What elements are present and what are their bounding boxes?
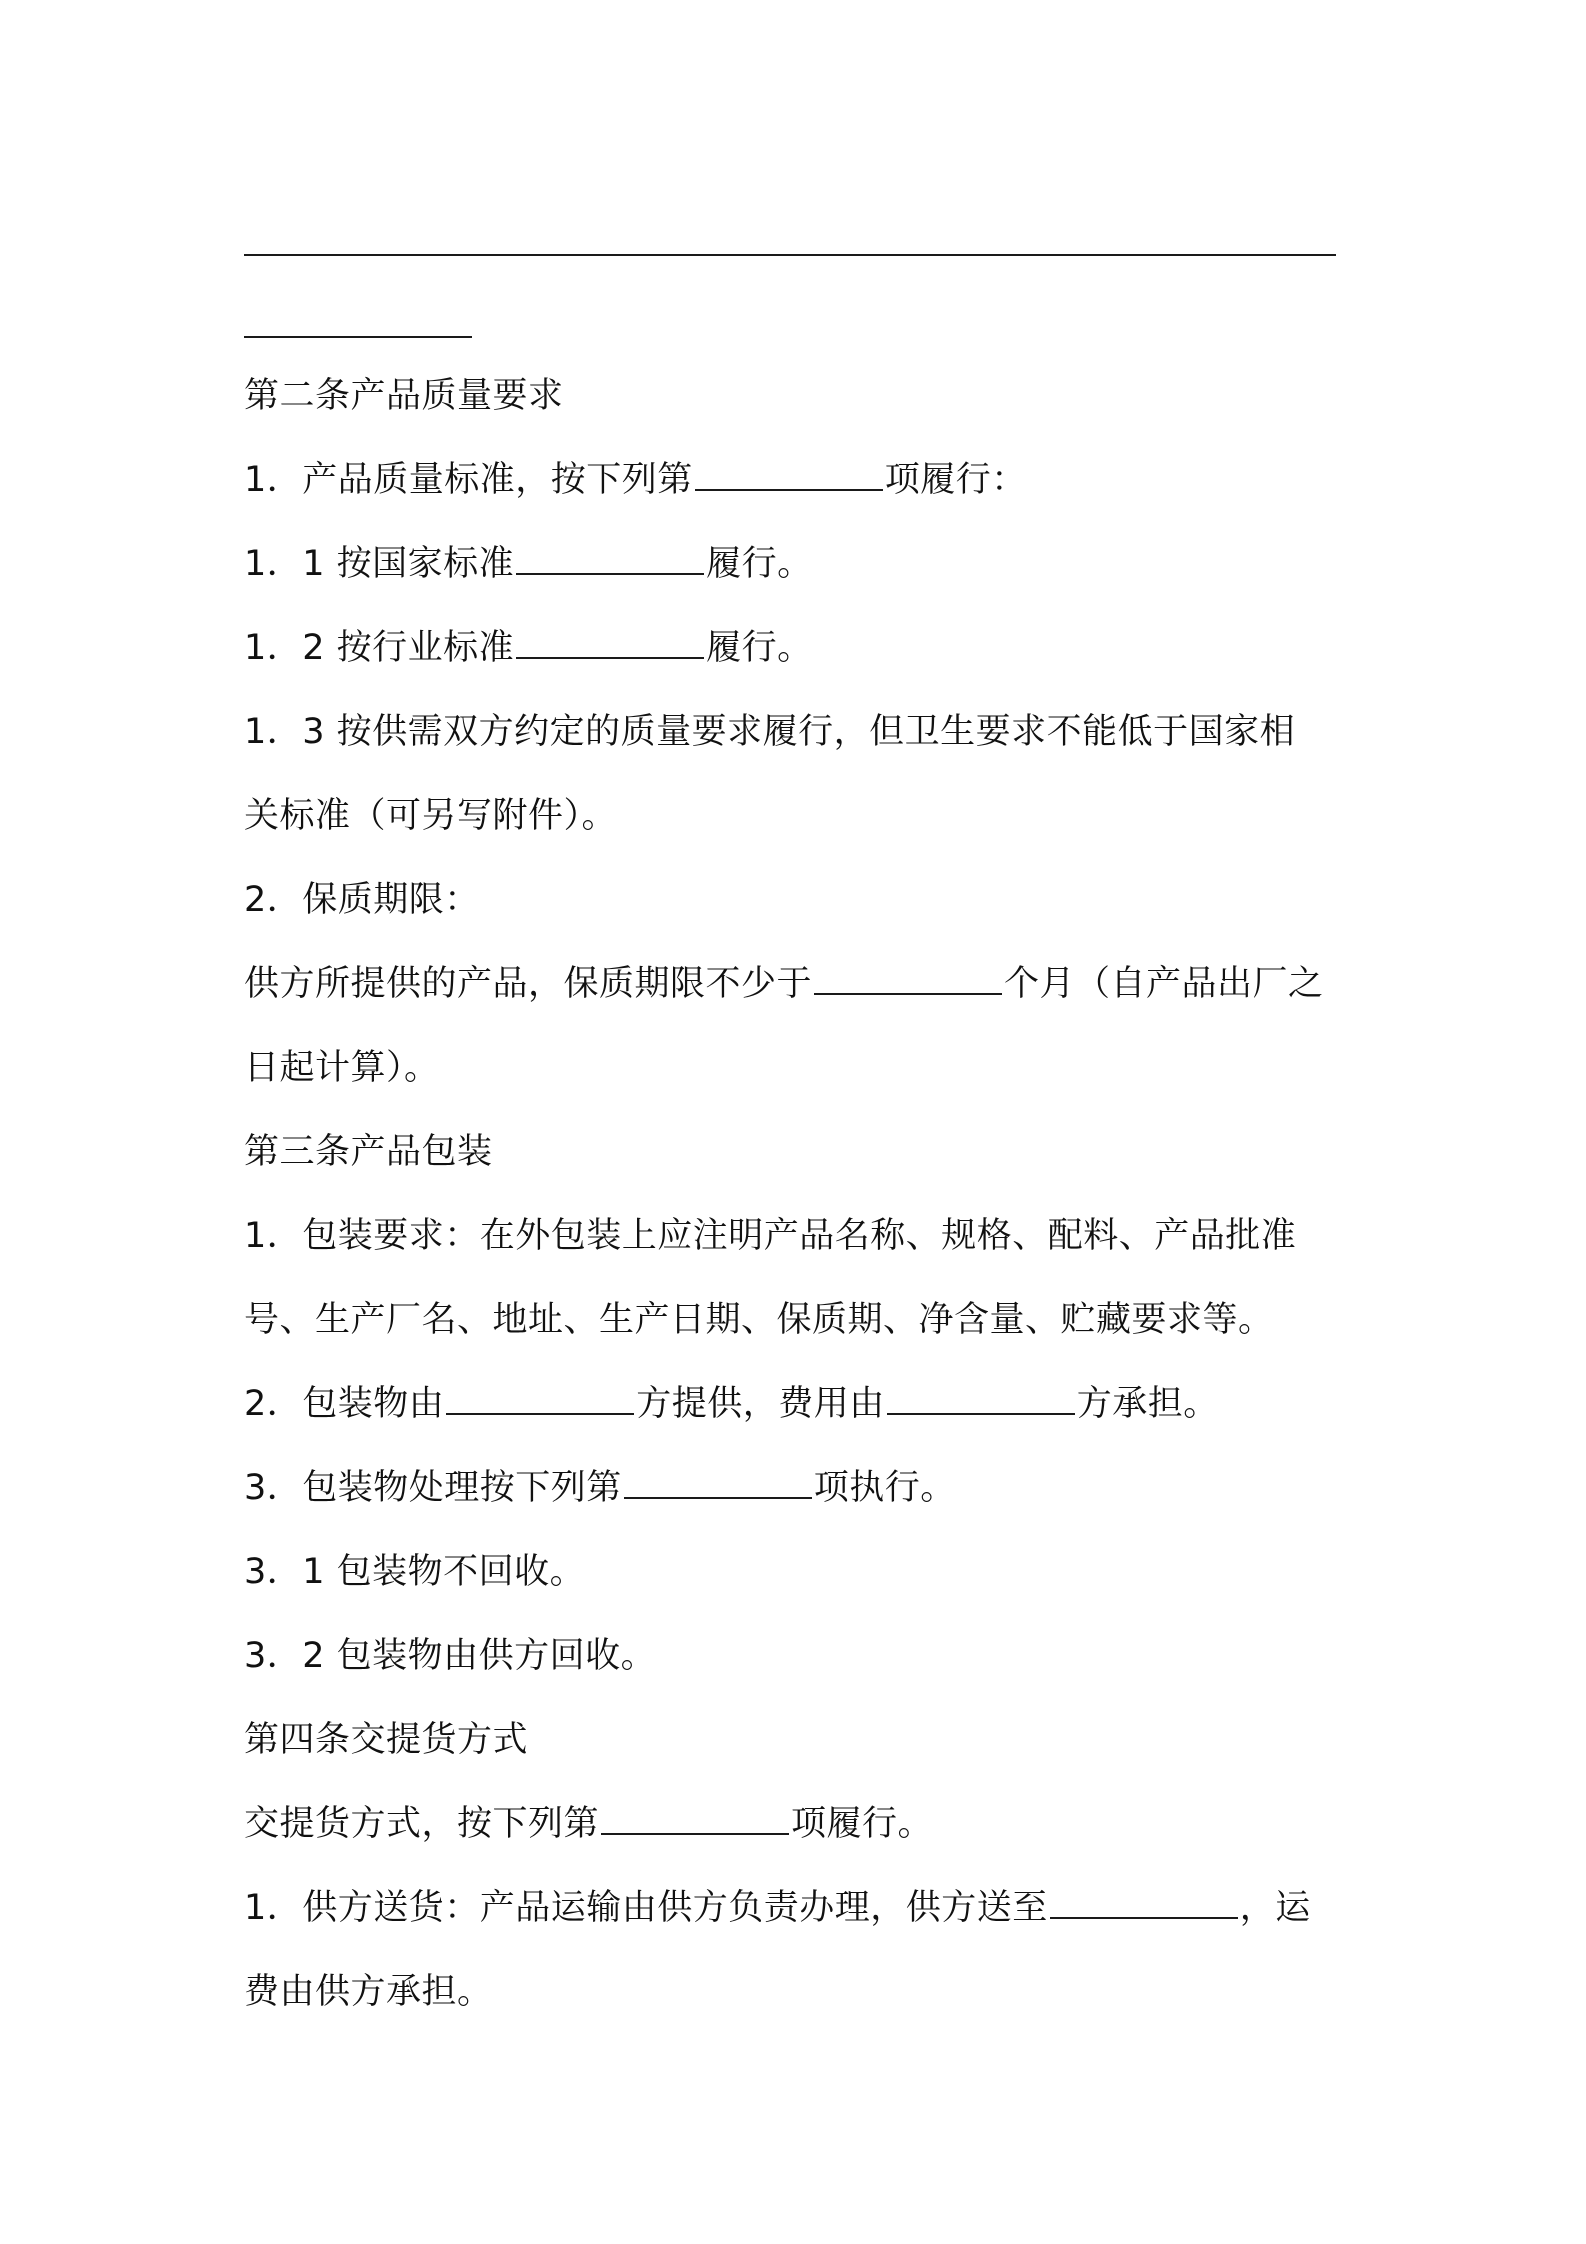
text: 1．产品质量标准，按下列第	[244, 460, 693, 500]
article2-item1	[244, 458, 1356, 502]
blank-field[interactable]	[601, 1803, 789, 1835]
article4-intro	[244, 1802, 1356, 1846]
text: 交提货方式，按下列第	[244, 1804, 600, 1844]
blank-field[interactable]	[516, 627, 704, 659]
text: ，运	[1239, 1888, 1311, 1928]
text: 方提供，费用由	[636, 1384, 885, 1424]
blank-field[interactable]	[624, 1467, 812, 1499]
article2-item1-1	[244, 542, 1356, 586]
text: 履行。	[706, 544, 813, 584]
article2-title: 第二条产品质量要求	[244, 376, 564, 416]
article3-title: 第三条产品包装	[244, 1132, 493, 1172]
fill-in-line-short	[244, 336, 472, 338]
text: 方承担。	[1076, 1384, 1219, 1424]
blank-field[interactable]	[814, 963, 1002, 995]
article3-item1-line2: 号、生产厂名、地址、生产日期、保质期、净含量、贮藏要求等。	[244, 1300, 1274, 1340]
article3-item2	[244, 1382, 1356, 1426]
fill-in-line-full	[244, 254, 1336, 256]
article4-title: 第四条交提货方式	[244, 1720, 529, 1760]
text: 个月（自产品出厂之	[1004, 964, 1324, 1004]
article2-shelf-line2: 日起计算）。	[244, 1048, 440, 1088]
text: 1．1 按国家标准	[244, 544, 515, 584]
text: 项履行：	[884, 460, 1027, 500]
text: 履行。	[706, 628, 813, 668]
article3-item3	[244, 1466, 1356, 1510]
blank-field[interactable]	[446, 1383, 634, 1415]
article2-item2: 2．保质期限：	[244, 880, 480, 920]
blank-field[interactable]	[887, 1383, 1075, 1415]
article4-item1-line2: 费由供方承担。	[244, 1972, 493, 2012]
article3-item3-1: 3．1 包装物不回收。	[244, 1552, 586, 1592]
text: 供方所提供的产品，保质期限不少于	[244, 964, 813, 1004]
text: 1．2 按行业标准	[244, 628, 515, 668]
article3-item1-line1: 1．包装要求：在外包装上应注明产品名称、规格、配料、产品批准	[244, 1216, 1297, 1256]
blank-field[interactable]	[695, 459, 883, 491]
blank-field[interactable]	[516, 543, 704, 575]
article2-shelf-line1	[244, 962, 1356, 1006]
article4-item1-line1	[244, 1886, 1356, 1930]
text: 2．包装物由	[244, 1384, 445, 1424]
text: 项执行。	[813, 1468, 956, 1508]
text: 3．包装物处理按下列第	[244, 1468, 622, 1508]
article3-item3-2: 3．2 包装物由供方回收。	[244, 1636, 657, 1676]
article2-item1-3-line2: 关标准（可另写附件）。	[244, 796, 618, 836]
article2-item1-2	[244, 626, 1356, 670]
text: 1．供方送货：产品运输由供方负责办理，供方送至	[244, 1888, 1048, 1928]
text: 项履行。	[791, 1804, 934, 1844]
blank-field[interactable]	[1050, 1887, 1238, 1919]
article2-item1-3-line1: 1．3 按供需双方约定的质量要求履行，但卫生要求不能低于国家相	[244, 712, 1296, 752]
